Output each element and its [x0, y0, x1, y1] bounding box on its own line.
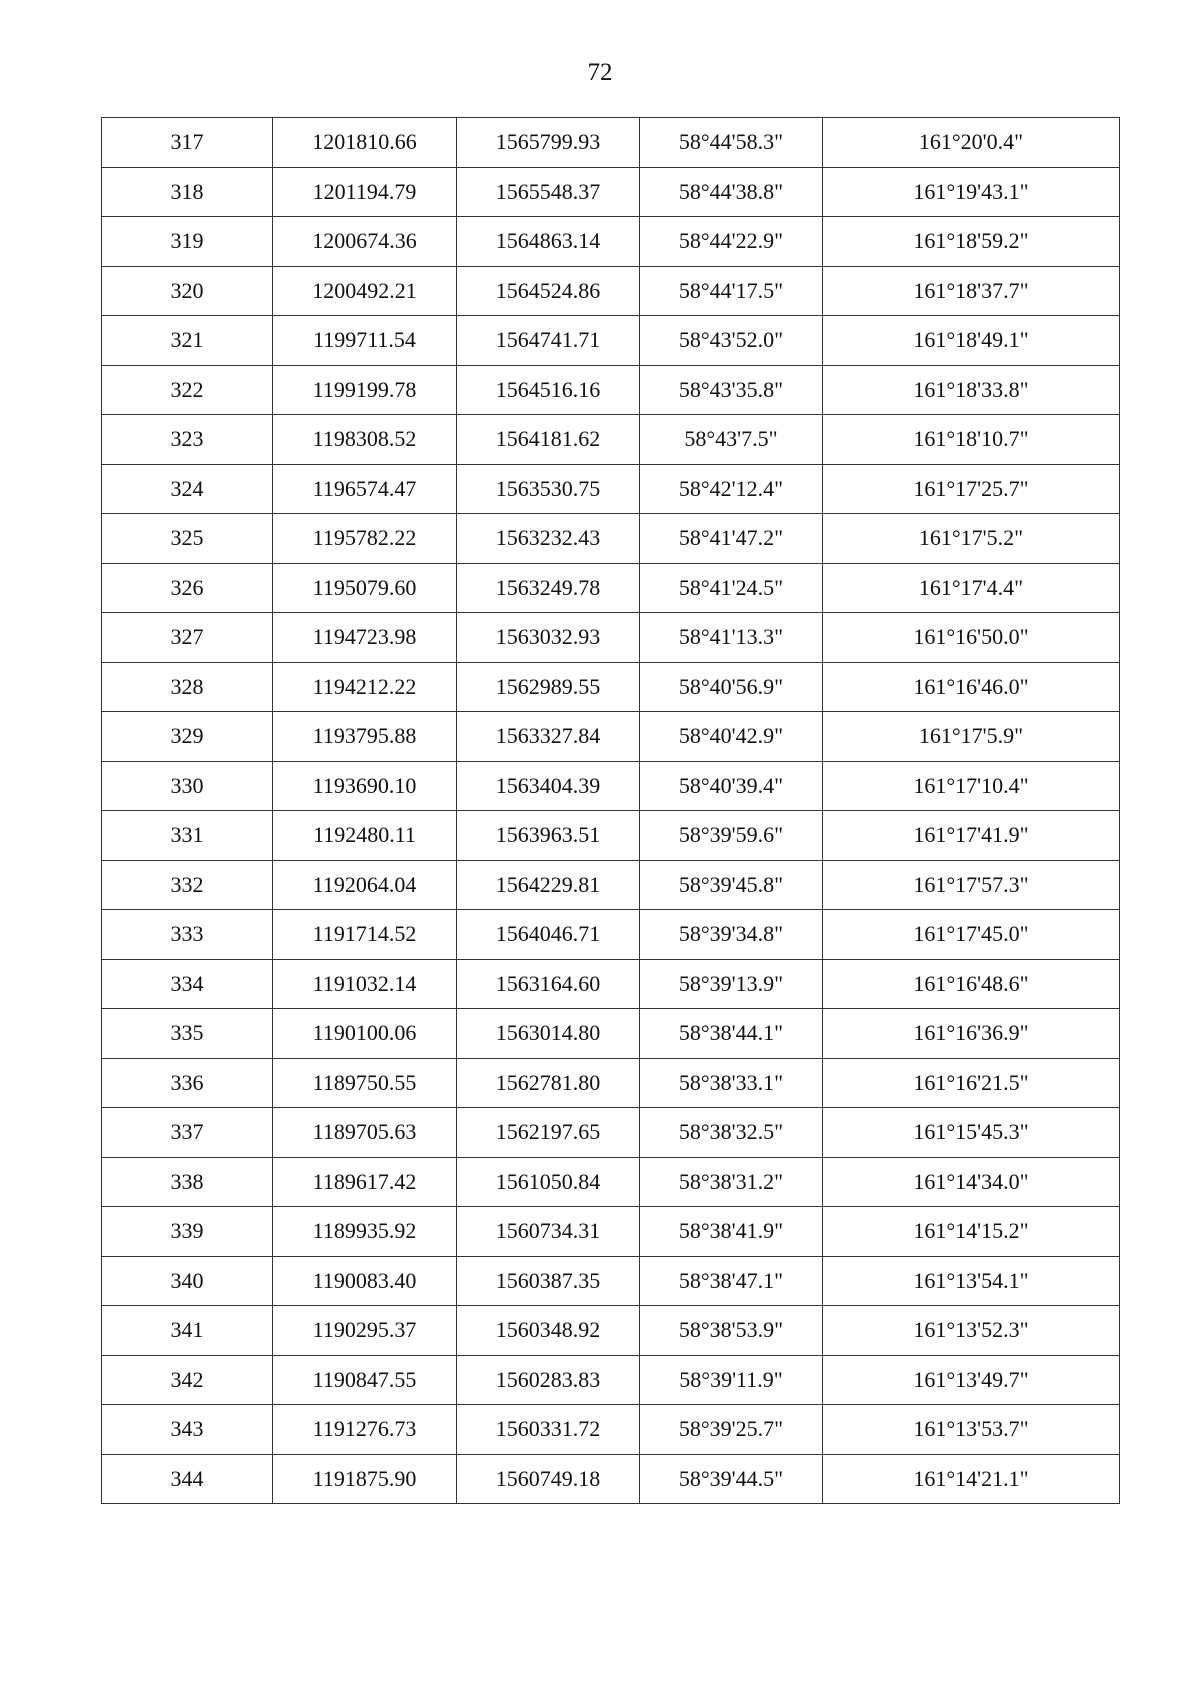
y-coordinate-cell: 1563404.39	[457, 761, 640, 811]
x-coordinate-cell: 1200492.21	[273, 266, 457, 316]
point-number-cell: 319	[102, 217, 273, 267]
longitude-cell: 161°13'49.7"	[823, 1355, 1120, 1405]
point-number-cell: 342	[102, 1355, 273, 1405]
latitude-cell: 58°39'34.8"	[640, 910, 823, 960]
longitude-cell: 161°16'48.6"	[823, 959, 1120, 1009]
y-coordinate-cell: 1560749.18	[457, 1454, 640, 1504]
x-coordinate-cell: 1192480.11	[273, 811, 457, 861]
x-coordinate-cell: 1190100.06	[273, 1009, 457, 1059]
longitude-cell: 161°17'10.4"	[823, 761, 1120, 811]
latitude-cell: 58°39'59.6"	[640, 811, 823, 861]
latitude-cell: 58°38'32.5"	[640, 1108, 823, 1158]
y-coordinate-cell: 1563530.75	[457, 464, 640, 514]
x-coordinate-cell: 1191714.52	[273, 910, 457, 960]
y-coordinate-cell: 1562781.80	[457, 1058, 640, 1108]
coordinates-table	[101, 117, 1120, 1504]
latitude-cell: 58°41'24.5"	[640, 563, 823, 613]
table-row	[102, 662, 1120, 712]
table-row	[102, 959, 1120, 1009]
longitude-cell: 161°13'54.1"	[823, 1256, 1120, 1306]
longitude-cell: 161°17'57.3"	[823, 860, 1120, 910]
x-coordinate-cell: 1191875.90	[273, 1454, 457, 1504]
point-number-cell: 343	[102, 1405, 273, 1455]
point-number-cell: 321	[102, 316, 273, 366]
point-number-cell: 333	[102, 910, 273, 960]
table-row	[102, 514, 1120, 564]
x-coordinate-cell: 1196574.47	[273, 464, 457, 514]
point-number-cell: 334	[102, 959, 273, 1009]
latitude-cell: 58°40'56.9"	[640, 662, 823, 712]
latitude-cell: 58°39'25.7"	[640, 1405, 823, 1455]
table-row	[102, 860, 1120, 910]
point-number-cell: 330	[102, 761, 273, 811]
y-coordinate-cell: 1560283.83	[457, 1355, 640, 1405]
point-number-cell: 326	[102, 563, 273, 613]
x-coordinate-cell: 1190083.40	[273, 1256, 457, 1306]
point-number-cell: 325	[102, 514, 273, 564]
y-coordinate-cell: 1561050.84	[457, 1157, 640, 1207]
latitude-cell: 58°41'13.3"	[640, 613, 823, 663]
y-coordinate-cell: 1563232.43	[457, 514, 640, 564]
latitude-cell: 58°44'58.3"	[640, 118, 823, 168]
table-row	[102, 266, 1120, 316]
longitude-cell: 161°13'53.7"	[823, 1405, 1120, 1455]
point-number-cell: 324	[102, 464, 273, 514]
table-row	[102, 712, 1120, 762]
point-number-cell: 344	[102, 1454, 273, 1504]
point-number-cell: 335	[102, 1009, 273, 1059]
longitude-cell: 161°18'37.7"	[823, 266, 1120, 316]
y-coordinate-cell: 1560387.35	[457, 1256, 640, 1306]
y-coordinate-cell: 1564741.71	[457, 316, 640, 366]
y-coordinate-cell: 1560331.72	[457, 1405, 640, 1455]
x-coordinate-cell: 1199199.78	[273, 365, 457, 415]
longitude-cell: 161°14'21.1"	[823, 1454, 1120, 1504]
latitude-cell: 58°38'31.2"	[640, 1157, 823, 1207]
y-coordinate-cell: 1563249.78	[457, 563, 640, 613]
latitude-cell: 58°40'39.4"	[640, 761, 823, 811]
x-coordinate-cell: 1189750.55	[273, 1058, 457, 1108]
latitude-cell: 58°39'45.8"	[640, 860, 823, 910]
y-coordinate-cell: 1564524.86	[457, 266, 640, 316]
table-row	[102, 563, 1120, 613]
latitude-cell: 58°39'44.5"	[640, 1454, 823, 1504]
point-number-cell: 322	[102, 365, 273, 415]
table-row	[102, 167, 1120, 217]
y-coordinate-cell: 1560348.92	[457, 1306, 640, 1356]
table-row	[102, 1157, 1120, 1207]
longitude-cell: 161°16'36.9"	[823, 1009, 1120, 1059]
y-coordinate-cell: 1562989.55	[457, 662, 640, 712]
point-number-cell: 327	[102, 613, 273, 663]
longitude-cell: 161°20'0.4"	[823, 118, 1120, 168]
point-number-cell: 338	[102, 1157, 273, 1207]
longitude-cell: 161°18'49.1"	[823, 316, 1120, 366]
latitude-cell: 58°39'11.9"	[640, 1355, 823, 1405]
longitude-cell: 161°17'5.9"	[823, 712, 1120, 762]
table-row	[102, 365, 1120, 415]
x-coordinate-cell: 1194723.98	[273, 613, 457, 663]
table-row	[102, 910, 1120, 960]
x-coordinate-cell: 1199711.54	[273, 316, 457, 366]
point-number-cell: 332	[102, 860, 273, 910]
longitude-cell: 161°18'59.2"	[823, 217, 1120, 267]
x-coordinate-cell: 1189935.92	[273, 1207, 457, 1257]
page-number: 72	[587, 59, 613, 86]
latitude-cell: 58°42'12.4"	[640, 464, 823, 514]
point-number-cell: 328	[102, 662, 273, 712]
point-number-cell: 340	[102, 1256, 273, 1306]
longitude-cell: 161°16'50.0"	[823, 613, 1120, 663]
x-coordinate-cell: 1194212.22	[273, 662, 457, 712]
table-row	[102, 415, 1120, 465]
table-row	[102, 1009, 1120, 1059]
y-coordinate-cell: 1564181.62	[457, 415, 640, 465]
longitude-cell: 161°17'5.2"	[823, 514, 1120, 564]
y-coordinate-cell: 1562197.65	[457, 1108, 640, 1158]
table-row	[102, 1454, 1120, 1504]
latitude-cell: 58°44'38.8"	[640, 167, 823, 217]
longitude-cell: 161°17'41.9"	[823, 811, 1120, 861]
x-coordinate-cell: 1201194.79	[273, 167, 457, 217]
y-coordinate-cell: 1565799.93	[457, 118, 640, 168]
longitude-cell: 161°19'43.1"	[823, 167, 1120, 217]
table-row	[102, 1058, 1120, 1108]
table-row	[102, 316, 1120, 366]
table-row	[102, 761, 1120, 811]
longitude-cell: 161°14'15.2"	[823, 1207, 1120, 1257]
y-coordinate-cell: 1564046.71	[457, 910, 640, 960]
table-row	[102, 811, 1120, 861]
latitude-cell: 58°38'53.9"	[640, 1306, 823, 1356]
latitude-cell: 58°39'13.9"	[640, 959, 823, 1009]
latitude-cell: 58°43'7.5"	[640, 415, 823, 465]
longitude-cell: 161°18'10.7"	[823, 415, 1120, 465]
longitude-cell: 161°14'34.0"	[823, 1157, 1120, 1207]
table-row	[102, 1207, 1120, 1257]
y-coordinate-cell: 1564229.81	[457, 860, 640, 910]
x-coordinate-cell: 1191276.73	[273, 1405, 457, 1455]
table-row	[102, 613, 1120, 663]
longitude-cell: 161°13'52.3"	[823, 1306, 1120, 1356]
x-coordinate-cell: 1192064.04	[273, 860, 457, 910]
coordinates-table-body	[102, 118, 1120, 1504]
x-coordinate-cell: 1189705.63	[273, 1108, 457, 1158]
table-row	[102, 1108, 1120, 1158]
y-coordinate-cell: 1560734.31	[457, 1207, 640, 1257]
table-row	[102, 464, 1120, 514]
table-row	[102, 1256, 1120, 1306]
longitude-cell: 161°17'45.0"	[823, 910, 1120, 960]
table-row	[102, 217, 1120, 267]
latitude-cell: 58°38'47.1"	[640, 1256, 823, 1306]
table-row	[102, 1306, 1120, 1356]
point-number-cell: 331	[102, 811, 273, 861]
table-row	[102, 118, 1120, 168]
x-coordinate-cell: 1195079.60	[273, 563, 457, 613]
y-coordinate-cell: 1563014.80	[457, 1009, 640, 1059]
point-number-cell: 339	[102, 1207, 273, 1257]
latitude-cell: 58°44'22.9"	[640, 217, 823, 267]
x-coordinate-cell: 1191032.14	[273, 959, 457, 1009]
y-coordinate-cell: 1563032.93	[457, 613, 640, 663]
longitude-cell: 161°18'33.8"	[823, 365, 1120, 415]
y-coordinate-cell: 1564863.14	[457, 217, 640, 267]
x-coordinate-cell: 1190847.55	[273, 1355, 457, 1405]
longitude-cell: 161°17'25.7"	[823, 464, 1120, 514]
longitude-cell: 161°17'4.4"	[823, 563, 1120, 613]
table-row	[102, 1405, 1120, 1455]
point-number-cell: 337	[102, 1108, 273, 1158]
longitude-cell: 161°15'45.3"	[823, 1108, 1120, 1158]
latitude-cell: 58°38'33.1"	[640, 1058, 823, 1108]
latitude-cell: 58°40'42.9"	[640, 712, 823, 762]
x-coordinate-cell: 1189617.42	[273, 1157, 457, 1207]
point-number-cell: 317	[102, 118, 273, 168]
point-number-cell: 341	[102, 1306, 273, 1356]
y-coordinate-cell: 1565548.37	[457, 167, 640, 217]
point-number-cell: 336	[102, 1058, 273, 1108]
latitude-cell: 58°41'47.2"	[640, 514, 823, 564]
x-coordinate-cell: 1200674.36	[273, 217, 457, 267]
x-coordinate-cell: 1201810.66	[273, 118, 457, 168]
latitude-cell: 58°38'44.1"	[640, 1009, 823, 1059]
latitude-cell: 58°44'17.5"	[640, 266, 823, 316]
latitude-cell: 58°43'52.0"	[640, 316, 823, 366]
latitude-cell: 58°38'41.9"	[640, 1207, 823, 1257]
point-number-cell: 329	[102, 712, 273, 762]
y-coordinate-cell: 1563327.84	[457, 712, 640, 762]
y-coordinate-cell: 1563963.51	[457, 811, 640, 861]
x-coordinate-cell: 1193690.10	[273, 761, 457, 811]
y-coordinate-cell: 1564516.16	[457, 365, 640, 415]
y-coordinate-cell: 1563164.60	[457, 959, 640, 1009]
longitude-cell: 161°16'21.5"	[823, 1058, 1120, 1108]
x-coordinate-cell: 1195782.22	[273, 514, 457, 564]
table-row	[102, 1355, 1120, 1405]
point-number-cell: 323	[102, 415, 273, 465]
latitude-cell: 58°43'35.8"	[640, 365, 823, 415]
x-coordinate-cell: 1190295.37	[273, 1306, 457, 1356]
point-number-cell: 320	[102, 266, 273, 316]
x-coordinate-cell: 1198308.52	[273, 415, 457, 465]
x-coordinate-cell: 1193795.88	[273, 712, 457, 762]
point-number-cell: 318	[102, 167, 273, 217]
longitude-cell: 161°16'46.0"	[823, 662, 1120, 712]
